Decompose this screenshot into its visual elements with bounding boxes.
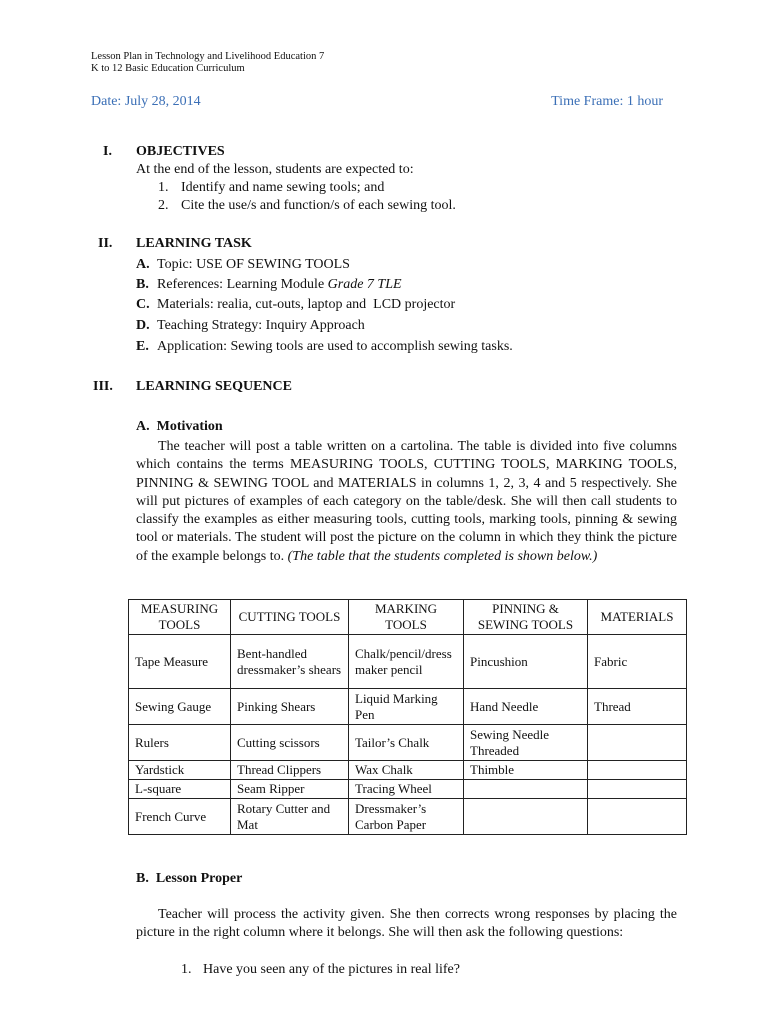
lesson-proper-heading: B. Lesson Proper [136,871,243,886]
motivation-heading: A. Motivation [136,419,223,434]
table-cell: Wax Chalk [349,761,464,780]
table-cell: Cutting scissors [231,725,349,761]
table-cell: Seam Ripper [231,780,349,799]
date-field: Date: July 28, 2014 [91,94,201,109]
table-cell: Pincushion [464,635,588,689]
table-cell: Hand Needle [464,689,588,725]
objective-item-num: 2. [158,198,169,213]
table-cell: Liquid Marking Pen [349,689,464,725]
table-cell: Fabric [588,635,687,689]
objectives-title: OBJECTIVES [136,144,225,159]
lesson-proper-paragraph: Teacher will process the activity given. She then corrects wrong responses by placing the picture in the right column where it belongs. She will then ask the following questions: [136,907,677,941]
objectives-intro: At the end of the lesson, students are expected to: [136,162,414,177]
table-cell: Thread Clippers [231,761,349,780]
table-cell [464,799,588,835]
column-header: MARKING TOOLS [349,600,464,635]
time-frame-field: Time Frame: 1 hour [551,94,663,109]
task-text [157,276,402,294]
task-text: Materials: realia, cut-outs, laptop and LCD projector [157,297,456,312]
table-cell [588,799,687,835]
table-cell [588,725,687,761]
task-text-italic: Grade 7 TLE [327,277,402,292]
motivation-text: The teacher will post a table written on a cartolina. The table is divided into five columns which contains the terms MEASURING TOOLS, CUTTING TOOLS, MARKING TOOLS, PINNING & SEWING TOOL and MATERIALS in columns 1, 2, 3, 4 and 5 respectively. She will put pictures of examples of each category on the table/desk. She will then call students to classify the examples as either measuring tools, cutting tools, marking tools, pinning & sewing tool or materials. The student will post the picture on the column in which they think the picture of the example belongs to. [136,439,677,564]
table-cell [464,780,588,799]
table-cell: Pinking Shears [231,689,349,725]
column-header: MEASURING TOOLS [129,600,231,635]
task-letter: D. [136,318,150,333]
table-row [129,780,687,799]
column-header: CUTTING TOOLS [231,600,349,635]
table-header-row [129,600,687,635]
task-letter: B. [136,277,149,292]
table-cell: Thimble [464,761,588,780]
objective-item-num: 1. [158,180,169,195]
task-text: Application: Sewing tools are used to accomplish sewing tasks. [157,339,513,354]
table-cell: Tailor’s Chalk [349,725,464,761]
table-row [129,799,687,835]
motivation-paragraph [136,438,677,566]
table-cell [588,761,687,780]
table-cell: Sewing Gauge [129,689,231,725]
table-cell: Tape Measure [129,635,231,689]
table-cell [588,780,687,799]
table-row [129,761,687,780]
task-letter: E. [136,339,149,354]
objective-item-text: Identify and name sewing tools; and [181,180,385,195]
table-cell: Thread [588,689,687,725]
table-cell: Rotary Cutter and Mat [231,799,349,835]
table-row [129,689,687,725]
table-row [129,725,687,761]
header-line-2: K to 12 Basic Education Curriculum [91,63,245,74]
table-cell: French Curve [129,799,231,835]
task-text: Teaching Strategy: Inquiry Approach [157,318,365,333]
header-line-1: Lesson Plan in Technology and Livelihood Education 7 [91,51,325,62]
column-header: PINNING & SEWING TOOLS [464,600,588,635]
question-num: 1. [181,962,192,977]
table-cell: Rulers [129,725,231,761]
table-cell: L-square [129,780,231,799]
table-cell: Tracing Wheel [349,780,464,799]
table-row [129,635,687,689]
table-cell: Bent-handled dressmaker’s shears [231,635,349,689]
task-letter: C. [136,297,150,312]
learning-sequence-numeral: III. [93,379,113,394]
objectives-numeral: I. [103,144,112,159]
task-text-plain: References: Learning Module [157,277,328,292]
motivation-note: (The table that the students completed is shown below.) [287,548,598,564]
sewing-tools-table [128,599,687,835]
table-cell: Chalk/pencil/dressmaker pencil [349,635,464,689]
table-cell: Sewing Needle Threaded [464,725,588,761]
task-letter: A. [136,257,150,272]
question-text: Have you seen any of the pictures in real life? [203,962,460,977]
objective-item-text: Cite the use/s and function/s of each sewing tool. [181,198,456,213]
learning-sequence-title: LEARNING SEQUENCE [136,379,292,394]
column-header: MATERIALS [588,600,687,635]
task-text: Topic: USE OF SEWING TOOLS [157,257,350,272]
table-cell: Yardstick [129,761,231,780]
learning-task-title: LEARNING TASK [136,236,252,251]
learning-task-numeral: II. [98,236,113,251]
table-cell: Dressmaker’s Carbon Paper [349,799,464,835]
